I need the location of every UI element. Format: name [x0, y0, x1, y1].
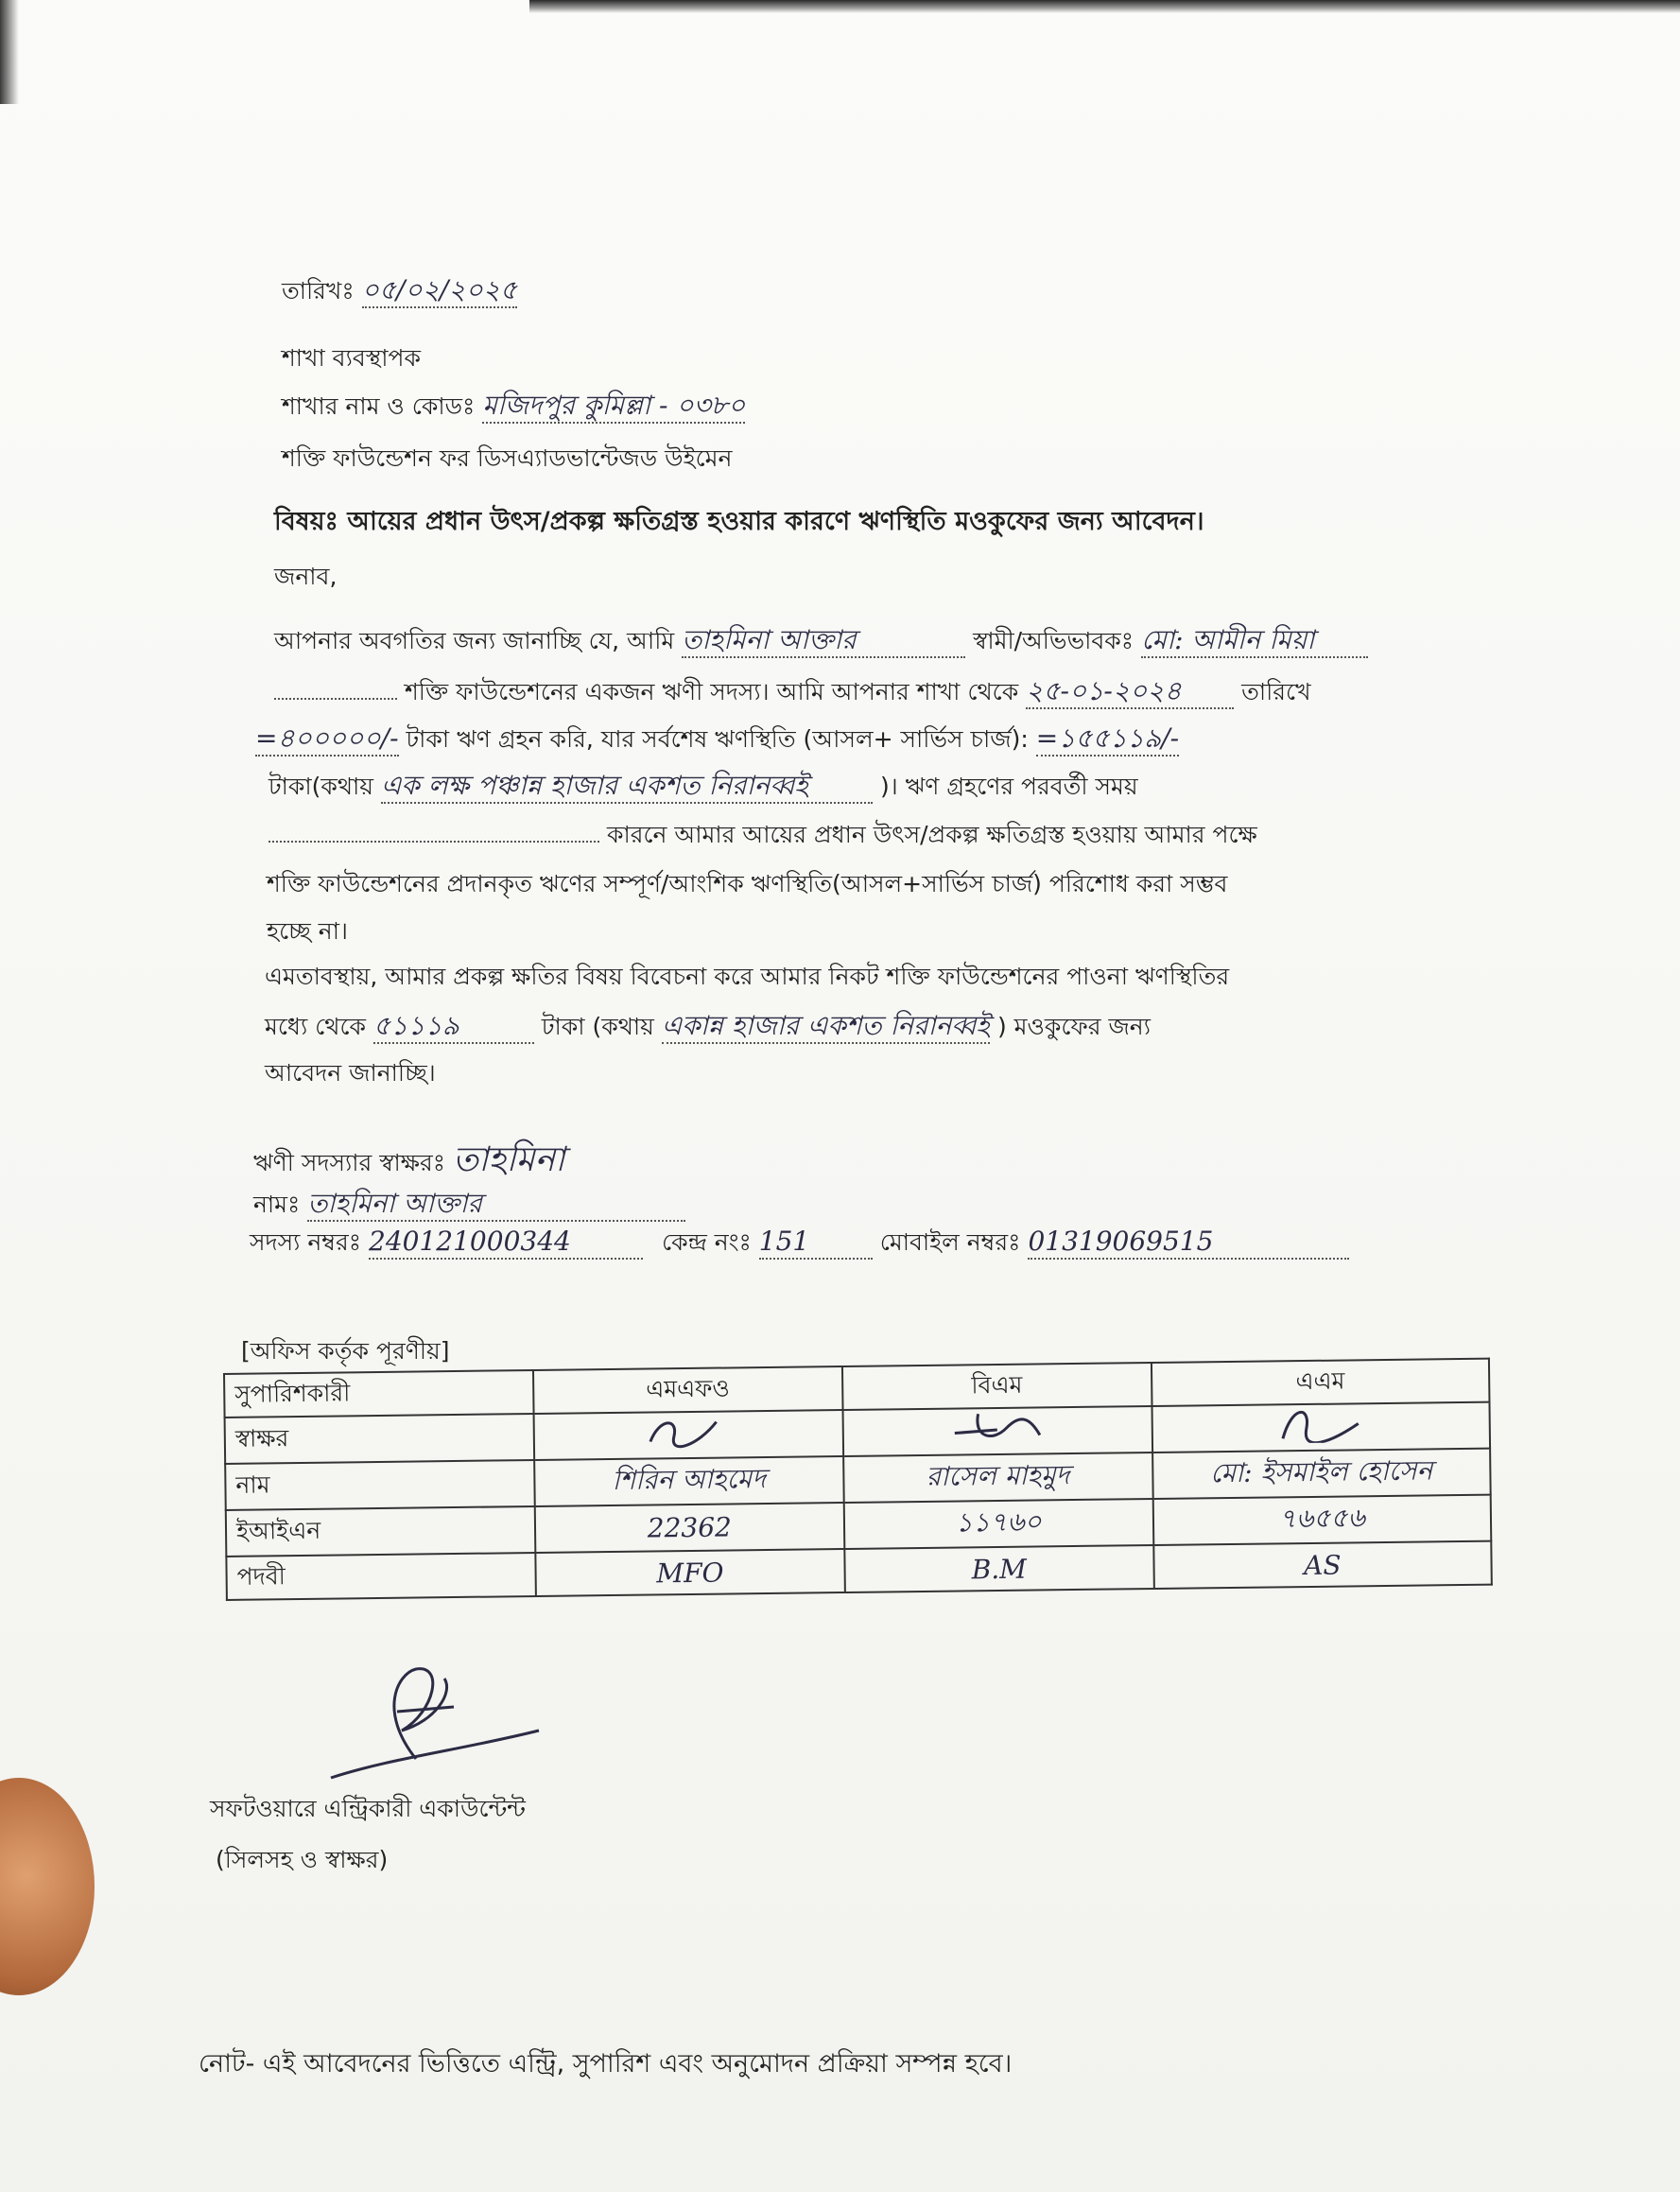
recipient-line-3: শক্তি ফাউন্ডেশন ফর ডিসএ্যাডভান্টেজড উইমেন — [282, 444, 733, 472]
signature-cell — [842, 1406, 1152, 1456]
blank-field — [268, 841, 599, 843]
body-line-1 — [274, 624, 1368, 658]
waive-amount-field: ৫১১১৯ — [373, 1010, 534, 1044]
mfo-signature — [632, 1412, 745, 1451]
salutation: জনাব, — [274, 563, 338, 590]
mobile-label: মোবাইল নম্বরঃ — [879, 1228, 1021, 1256]
body-line-7: হচ্ছে না। — [267, 917, 348, 945]
name-label: নামঃ — [253, 1191, 301, 1218]
name-cell: রাসেল মাহমুদ — [843, 1453, 1152, 1503]
row-label: সুপারিশকারী — [224, 1370, 533, 1418]
ein-cell: ১১৭৬০ — [843, 1499, 1152, 1549]
signature-label: ঋণী সদস্যার স্বাক্ষরঃ — [253, 1149, 446, 1176]
ein-cell: ৭৬৫৫৬ — [1152, 1495, 1491, 1545]
body-text: মধ্যে থেকে — [265, 1013, 367, 1040]
outstanding-words-field: এক লক্ষ পঞ্চান্ন হাজার একশত নিরানব্বই — [381, 770, 873, 804]
designation-cell: MFO — [535, 1549, 844, 1596]
member-id-line — [250, 1226, 1349, 1260]
accountant-line-1: সফটওয়ারে এন্ট্রিকারী একাউন্টেন্ট — [210, 1795, 526, 1822]
branch-line — [282, 390, 745, 424]
body-text: আপনার অবগতির জন্য জানাচ্ছি যে, আমি — [274, 627, 675, 654]
body-text: টাকা(কথায় — [268, 773, 374, 800]
date-line — [282, 274, 517, 308]
corner-shadow — [0, 0, 19, 104]
body-text: কারনে আমার আয়ের প্রধান উৎস/প্রকল্প ক্ষতিগ্রস্ত হওয়ায় আমার পক্ষে — [606, 821, 1257, 848]
body-line-9 — [265, 1010, 1151, 1044]
signature-cell — [1152, 1402, 1490, 1453]
branch-value: মজিদপুর কুমিল্লা - ০৩৮০ — [482, 390, 745, 424]
top-edge-shadow — [529, 0, 1680, 13]
body-line-3 — [255, 722, 1179, 757]
row-label: পদবী — [226, 1553, 535, 1600]
member-name: তাহমিনা আক্তার — [307, 1188, 685, 1222]
body-line-4 — [268, 770, 1138, 804]
signature-cell — [533, 1410, 842, 1460]
accountant-line-2: (সিলসহ ও স্বাক্ষর) — [216, 1846, 389, 1873]
guardian-name-field: মো: আমীন মিয়া — [1141, 624, 1368, 658]
designation-cell: AS — [1153, 1541, 1492, 1589]
column-header: বিএম — [842, 1363, 1152, 1410]
footer-note: নোট- এই আবেদনের ভিত্তিতে এন্ট্রি, সুপারিশ এবং অনুমোদন প্রক্রিয়া সম্পন্ন হবে। — [199, 2049, 1013, 2079]
body-line-6: শক্তি ফাউন্ডেশনের প্রদানকৃত ঋণের সম্পূর্ণ/আংশিক ঋণস্থিতি(আসল+সার্ভিস চার্জ) পরিশোধ করা সম্ভব — [267, 870, 1228, 897]
bm-signature — [941, 1408, 1054, 1447]
body-text: তারিখে — [1241, 678, 1311, 705]
member-number: 240121000344 — [369, 1226, 643, 1260]
body-line-10: আবেদন জানাচ্ছি। — [265, 1059, 436, 1087]
accountant-signature — [312, 1655, 558, 1797]
office-table — [223, 1358, 1493, 1601]
body-text: টাকা ঋণ গ্রহন করি, যার সর্বশেষ ঋণস্থিতি (আসল+ সার্ভিস চার্জ): — [406, 725, 1029, 753]
body-line-5 — [268, 819, 1257, 851]
name-cell: শিরিন আহমেদ — [534, 1456, 843, 1506]
date-value: ০৫/০২/২০২৫ — [362, 274, 517, 308]
body-text: টাকা (কথায় — [541, 1013, 654, 1040]
loan-date-field: ২৫-০১-২০২৪ — [1026, 675, 1234, 709]
body-text: স্বামী/অভিভাবকঃ — [973, 627, 1134, 654]
loan-amount-field: =৪০০০০০/- — [255, 722, 399, 757]
member-signature-line — [253, 1140, 565, 1179]
am-signature — [1255, 1404, 1387, 1444]
mobile-number: 01319069515 — [1028, 1226, 1349, 1260]
column-header: এমএফও — [533, 1366, 842, 1414]
subject: বিষয়ঃ আয়ের প্রধান উৎস/প্রকল্প ক্ষতিগ্রস্ত হওয়ার কারণে ঋণস্থিতি মওকুফের জন্য আবেদন। — [274, 507, 1204, 536]
member-name-line — [253, 1188, 685, 1222]
designation-cell: B.M — [844, 1545, 1153, 1592]
body-text: শক্তি ফাউন্ডেশনের একজন ঋণী সদস্য। আমি আপনার শাখা থেকে — [404, 678, 1019, 705]
body-text: )। ঋণ গ্রহণের পরবর্তী সময় — [879, 773, 1138, 800]
outstanding-field: =১৫৫১১৯/- — [1036, 722, 1179, 757]
center-label: কেন্দ্র নংঃ — [662, 1228, 752, 1256]
row-label: স্বাক্ষর — [225, 1414, 534, 1464]
member-signature: তাহমিনা — [453, 1140, 565, 1179]
body-line-8: এমতাবস্থায়, আমার প্রকল্প ক্ষতির বিষয় বিবেচনা করে আমার নিকট শক্তি ফাউন্ডেশনের পাওনা ঋণস্থিতির — [265, 963, 1230, 990]
row-label: ইআইএন — [226, 1506, 535, 1557]
branch-label: শাখার নাম ও কোডঃ — [282, 392, 476, 420]
body-line-2 — [274, 675, 1310, 709]
office-heading: [অফিস কর্তৃক পূরণীয়] — [241, 1337, 450, 1365]
waive-words-field: একান্ন হাজার একশত নিরানব্বই — [662, 1010, 990, 1044]
member-number-label: সদস্য নম্বরঃ — [250, 1228, 362, 1256]
recipient-line-1: শাখা ব্যবস্থাপক — [282, 344, 421, 372]
name-cell: মো: ইসমাইল হোসেন — [1152, 1449, 1491, 1499]
row-label: নাম — [225, 1460, 534, 1510]
center-number: 151 — [759, 1226, 873, 1260]
ein-cell: 22362 — [535, 1503, 844, 1553]
body-text: ) মওকুফের জন্য — [996, 1013, 1151, 1040]
date-label: তারিখঃ — [282, 277, 355, 304]
blank-field — [274, 698, 397, 700]
column-header: এএম — [1152, 1359, 1490, 1406]
member-name-field: তাহমিনা আক্তার — [682, 624, 965, 658]
